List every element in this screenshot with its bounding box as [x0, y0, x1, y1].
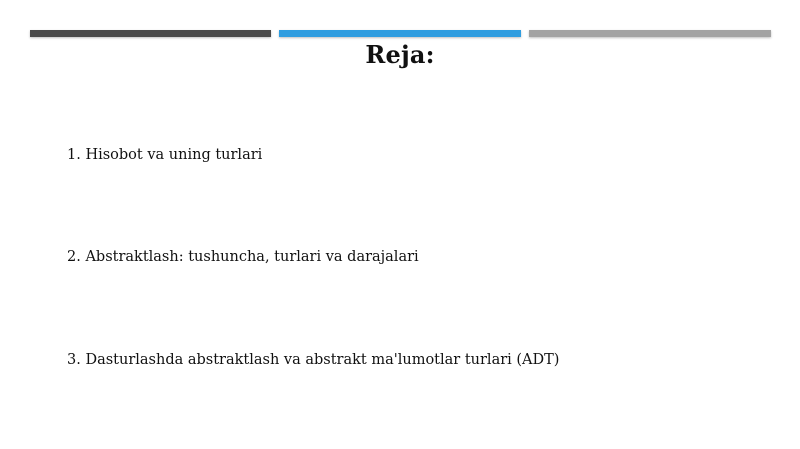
agenda-item-1: 1. Hisobot va uning turlari: [67, 147, 263, 163]
header-bar-gray: [529, 30, 771, 37]
slide-title: Reja:: [365, 40, 435, 69]
header-bar-dark: [30, 30, 271, 37]
agenda-item-2: 2. Abstraktlash: tushuncha, turlari va darajalari: [67, 249, 419, 265]
header-bar-blue: [279, 30, 521, 37]
agenda-item-3: 3. Dasturlashda abstraktlash va abstrakt ma'lumotlar turlari (ADT): [67, 352, 560, 368]
